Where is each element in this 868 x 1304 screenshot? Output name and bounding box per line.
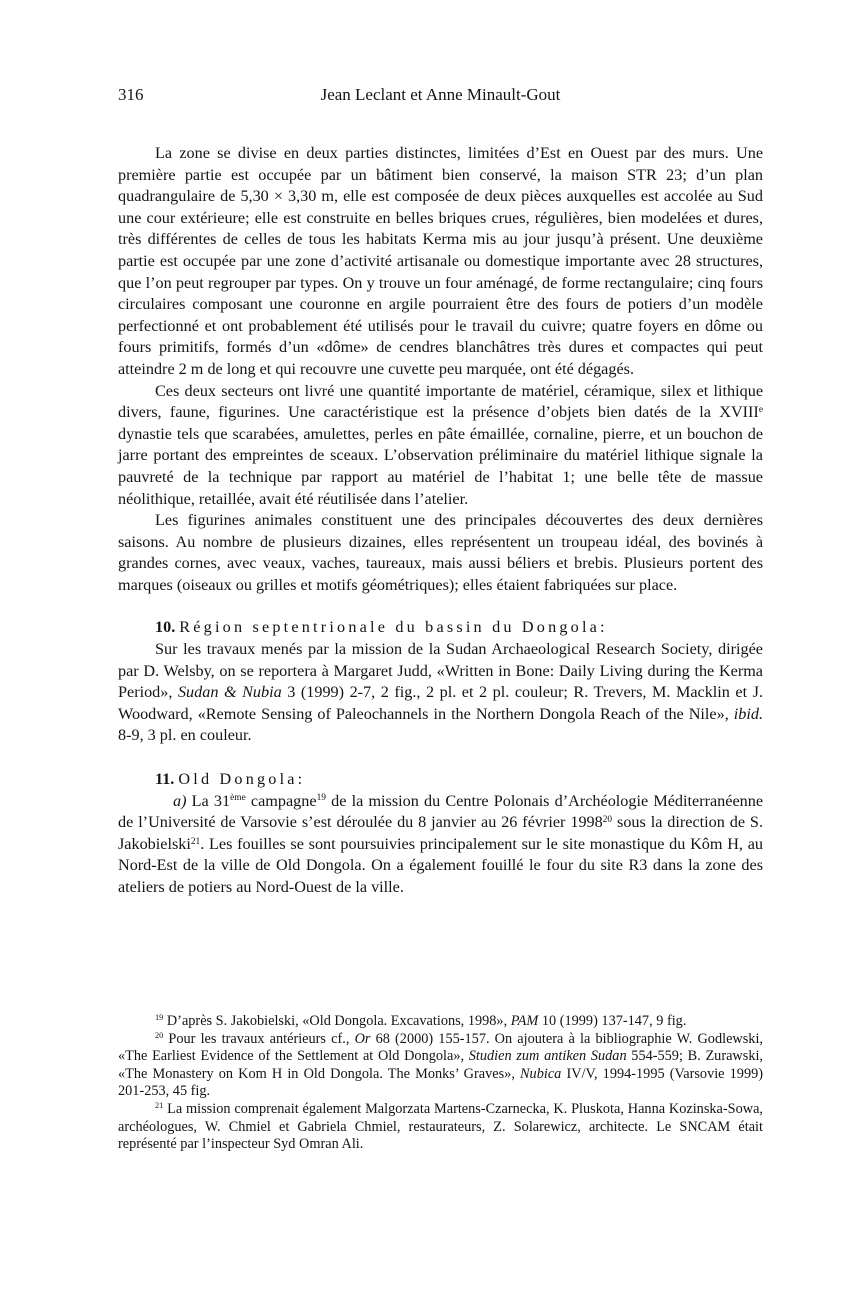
footnote-ref[interactable]: 20 xyxy=(602,815,613,826)
footnotes xyxy=(118,1013,763,1154)
section-title: Région septentrionale du bassin du Dongola: xyxy=(179,618,608,637)
footnote: $^{21}$ La mission comprenait également Malgorzata Martens-Czarnecka, K. Pluskota, Hanna Kozinska-Sowa, archéologues, W. Chmiel et Gabriela Chmiel, restaurateurs, Z. Solarewicz, architecte. Le SNCAM était représenté par l’inspecteur Syd Omran Ali. xyxy=(118,1100,763,1153)
paragraph: La zone se divise en deux parties distinctes, limitées d’Est en Ouest par des murs. Une première partie est occupée par un bâtiment bien conservé, la maison STR 23; d’un plan quadrangulaire de 5,30 × 3,30 m, elle est composée de deux pièces auxquelles est accolée au Sud une cour extérieure; elle est construite en belles briques crues, régulières, bien modelées et dures, très différentes de celles de tous les habitats Kerma mis au jour jusqu’à présent. Une deuxième partie est occupée par une zone d’activité artisanale ou domestique importante avec 28 structures, que l’on peut regrouper par types. On y trouve un four aménagé, de forme rectangulaire; cinq fours circulaires composant une couronne en argile pourraient être des fours de potiers d’un modèle perfectionné et ont probablement été utilisés pour le travail du cuivre; quatre foyers en dôme ou fours primitifs, formés d’un «dôme» de cendres blanchâtres très dures et compactes qui peut atteindre 2 m de long et qui recouvre une cuvette peu marquée, ont été dégagés. xyxy=(118,144,763,378)
spacer xyxy=(118,747,763,769)
running-title: Jean Leclant et Anne Minault-Gout xyxy=(320,85,561,104)
paragraph: Ces deux secteurs ont livré une quantité importante de matériel, céramique, silex et lithique divers, faune, figurines. Une caractéristique est la présence d’objets bien datés de la XVIIIe dynastie tels que scarabées, amulettes, perles en pâte émaillée, cornaline, pierre, et un bouchon de jarre portant des empreintes de sceaux. L’observation préliminaire du matériel lithique signale la pauvreté de la technique par rapport au matériel de l’habitat 1; une belle tête de massue néolithique, retaillée, avait été réutilisée dans l’atelier. xyxy=(118,381,763,508)
footnote-number: 21 xyxy=(155,1101,164,1111)
main-text xyxy=(118,143,763,899)
footnote-number: 19 xyxy=(155,1013,164,1023)
footnote-ref[interactable]: 21 xyxy=(190,836,201,847)
running-header xyxy=(118,85,763,109)
footnote: $^{20}$ Pour les travaux antérieurs cf., Or 68 (2000) 155-157. On ajoutera à la bibliographie W. Godlewski, «The Earliest Evidence of the Settlement at Old Dongola», Studien zum antiken Sudan 554-559; B. Zurawski, «The Monastery on Kom H in Old Dongola. The Monks’ Graves», Nubica IV/V, 1994-1995 (Varsovie 1999) 201-253, 45 fig. xyxy=(118,1030,764,1100)
paragraph: Les figurines animales constituent une des principales découvertes des deux dernières saisons. Au nombre de plusieurs dizaines, elles représentent un troupeau idéal, des bovinés à grandes cornes, avec veaux, vaches, taureaux, mais aussi béliers et brebis. Plusieurs portent des marques (oiseaux ou grilles et motifs géométriques); elles étaient fabriquées sur place. xyxy=(118,511,763,594)
section-number: 10. xyxy=(155,618,176,637)
subsection-label: a) xyxy=(173,791,187,810)
section-heading-11 xyxy=(118,769,763,791)
section-title: Old Dongola: xyxy=(178,770,306,789)
page-number: 316 xyxy=(118,85,144,104)
spacer xyxy=(118,596,763,617)
paragraph: a) La 31ème campagne$^{19}$ de la mission du Centre Polonais d’Archéologie Méditerranéenne de l’Université de Varsovie s’est déroulée du 8 janvier au 26 février 1998$^{20}$ sous la direction de S. Jakobielski$^{21}$. Les fouilles se sont poursuivies principalement sur le site monastique du Kôm H, au Nord-Est de la ville de Old Dongola. On a également fouillé le four du site R3 dans la zone des ateliers de potiers au Nord-Ouest de la ville. xyxy=(118,791,764,896)
section-heading-10 xyxy=(118,617,763,639)
footnote-ref[interactable]: 19 xyxy=(316,793,326,804)
footnote-number: 20 xyxy=(155,1031,164,1041)
section-number: 11. xyxy=(155,770,175,789)
paragraph: Sur les travaux menés par la mission de la Sudan Archaeological Research Society, dirigée par D. Welsby, on se reportera à Margaret Judd, «Written in Bone: Daily Living during the Kerma Period», Sudan & Nubia 3 (1999) 2-7, 2 fig., 2 pl. et 2 pl. couleur; R. Trevers, M. Macklin et J. Woodward, «Remote Sensing of Paleochannels in the Northern Dongola Reach of the Nile», ibid. 8-9, 3 pl. en couleur. xyxy=(118,640,764,745)
footnote: $^{19}$ D’après S. Jakobielski, «Old Dongola. Excavations, 1998», PAM 10 (1999) 137-147, 9 fig. xyxy=(155,1013,687,1029)
